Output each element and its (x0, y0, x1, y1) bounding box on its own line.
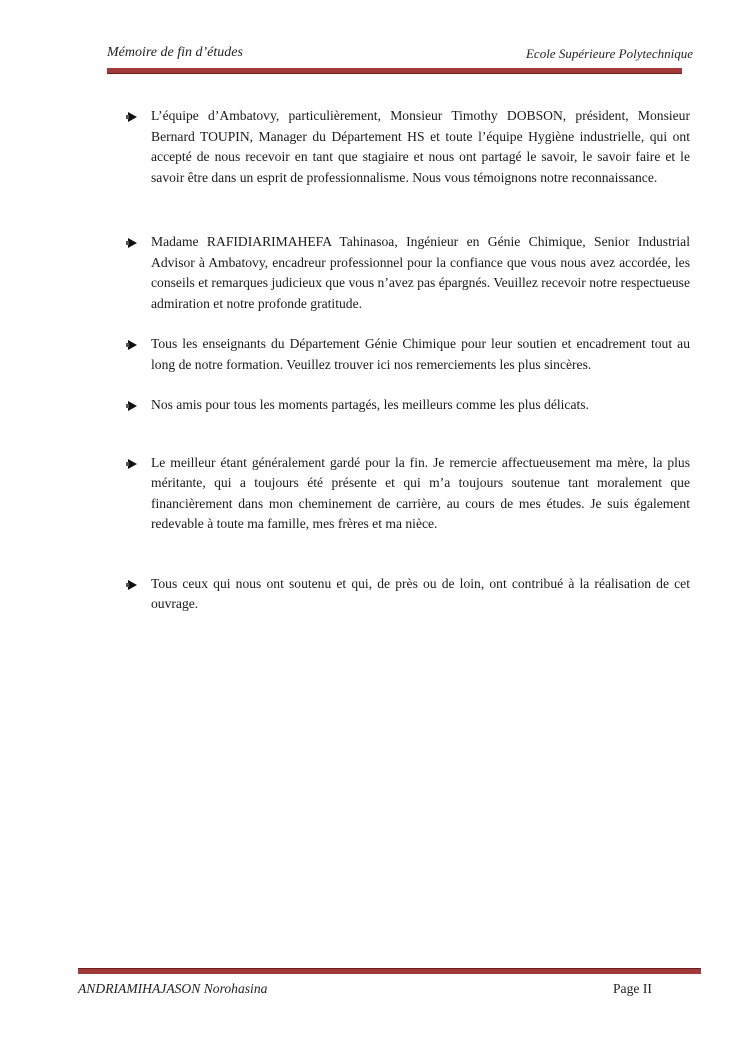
bullet-arrow-icon (128, 112, 137, 122)
list-item (127, 574, 690, 615)
list-item (127, 334, 690, 375)
list-item-text: L’équipe d’Ambatovy, particulièrement, Monsieur Timothy DOBSON, président, Monsieur Bernard TOUPIN, Manager du Département HS et toute l’équipe Hygiène industrielle, qui ont accepté de nous recevoir en tant que stagiaire et nous ont partagé le savoir, le savoir faire et le savoir être dans un esprit de professionnalisme. Nous vous témoignons notre reconnaissance. (151, 108, 690, 185)
acknowledgements-list (127, 106, 690, 615)
list-item-text: Le meilleur étant généralement gardé pour la fin. Je remercie affectueusement ma mère, la plus méritante, qui a toujours été présente et qui m’a toujours soutenue tant moralement que financièrement dans mon cheminement de carrière, au cours de mes études. Je suis également redevable à toute ma famille, mes frères et ma nièce. (151, 454, 690, 531)
header-document-title: Mémoire de fin d’études (107, 45, 243, 60)
footer-author: ANDRIAMIHAJASON Norohasina (78, 981, 268, 996)
bullet-arrow-icon (128, 459, 137, 469)
bullet-arrow-icon (128, 238, 137, 248)
list-item (127, 395, 690, 416)
list-item-text: Tous ceux qui nous ont soutenu et qui, de près ou de loin, ont contribué à la réalisation de cet ouvrage. (151, 575, 690, 611)
header-institution: Ecole Supérieure Polytechnique (525, 46, 693, 61)
list-item-text: Nos amis pour tous les moments partagés, les meilleurs comme les plus délicats. (151, 397, 589, 412)
list-item (127, 453, 690, 535)
footer-rule (78, 968, 701, 974)
bullet-arrow-icon (128, 401, 137, 411)
header-rule (107, 68, 682, 74)
list-item-text: Madame RAFIDIARIMAHEFA Tahinasoa, Ingénieur en Génie Chimique, Senior Industrial Advisor à Ambatovy, encadreur professionnel pour la confiance que vous nous avez accordée, les conseils et remarques judicieux que vous n’avez pas épargnés. Veuillez recevoir notre respectueuse admiration et notre profonde gratitude. (151, 234, 690, 311)
list-item-text: Tous les enseignants du Département Génie Chimique pour leur soutien et encadrement tout au long de notre formation. Veuillez trouver ici nos remerciements les plus sincères. (151, 336, 690, 372)
bullet-arrow-icon (128, 580, 137, 590)
page-number: Page II (613, 981, 652, 996)
list-item (127, 232, 690, 314)
bullet-arrow-icon (128, 340, 137, 350)
list-item (127, 106, 690, 188)
